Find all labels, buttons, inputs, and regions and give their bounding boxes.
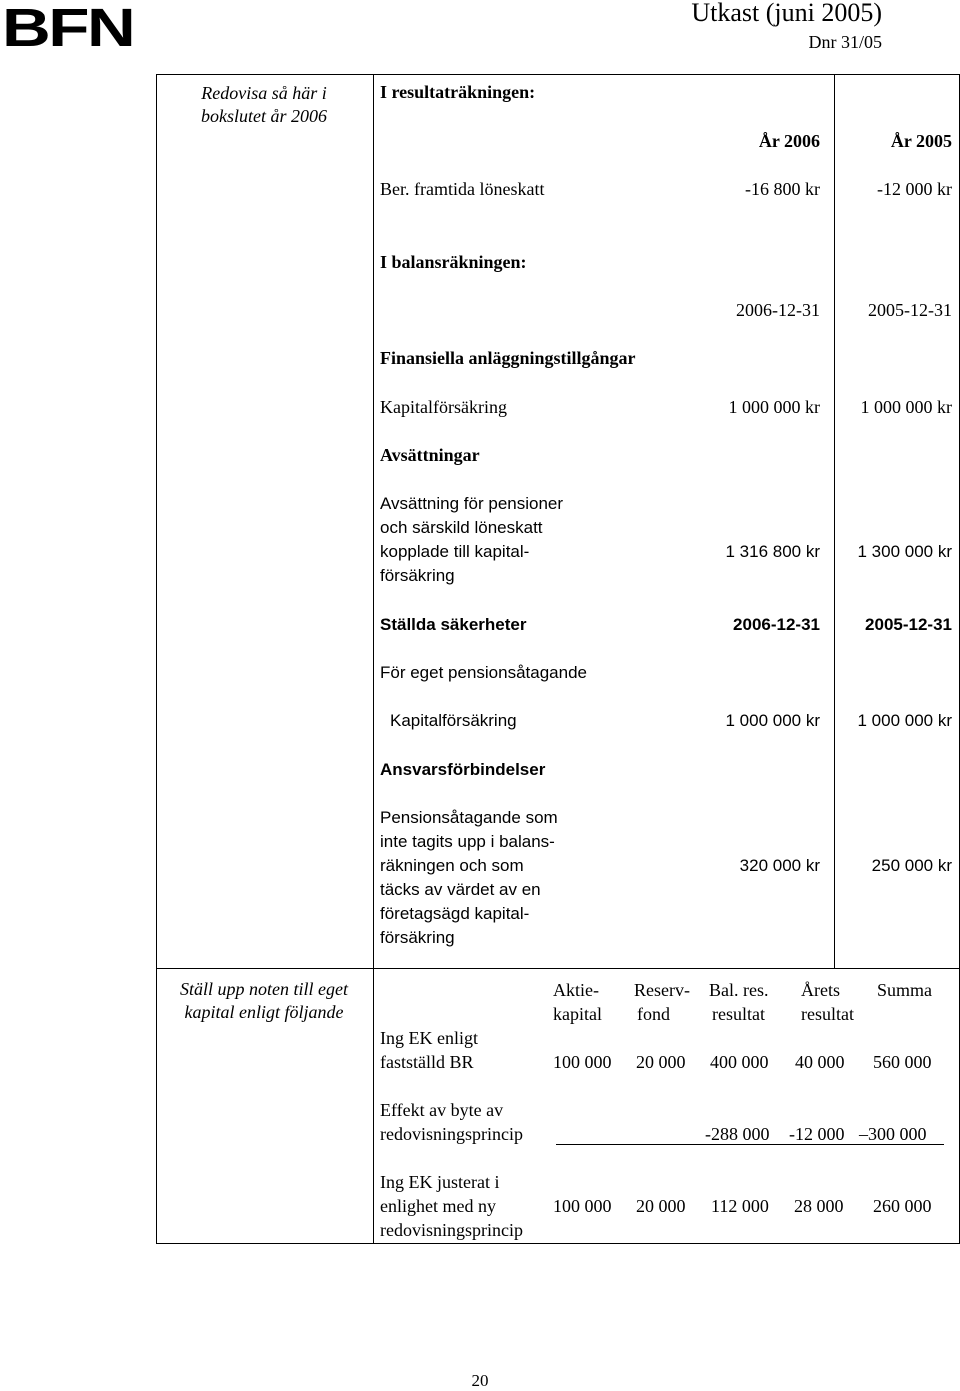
income-col-2005: År 2005	[890, 131, 952, 151]
own-pension-label: För eget pensionsåtagande	[380, 663, 587, 682]
left-column-divider	[373, 74, 374, 1244]
pledged-capital-insurance-2005: 1 000 000 kr	[857, 711, 952, 730]
pledged-col-2006: 2006-12-31	[733, 615, 820, 634]
adjusted-equity-label-2: enlighet med ny	[380, 1196, 496, 1216]
contingent-label-line-4: täcks av värdet av en	[380, 880, 541, 899]
contingent-2005: 250 000 kr	[871, 856, 952, 875]
pledged-col-2005: 2005-12-31	[865, 615, 952, 634]
equity-header-year-result-1: Årets	[801, 980, 840, 1000]
capital-insurance-2006: 1 000 000 kr	[728, 397, 820, 417]
contingent-label-line-6: försäkring	[380, 928, 455, 947]
capital-insurance-2005: 1 000 000 kr	[860, 397, 952, 417]
adjusted-equity-label-1: Ing EK justerat i	[380, 1172, 500, 1192]
adjusted-equity-share-capital: 100 000	[553, 1196, 612, 1216]
policy-change-retained: -288 000	[705, 1124, 770, 1144]
pledged-capital-insurance-2006: 1 000 000 kr	[725, 711, 820, 730]
opening-equity-retained: 400 000	[710, 1052, 769, 1072]
balance-col-2006: 2006-12-31	[736, 300, 820, 320]
section-divider	[156, 968, 960, 969]
opening-equity-reserve-fund: 20 000	[636, 1052, 686, 1072]
opening-equity-label-1: Ing EK enligt	[380, 1028, 478, 1048]
adjusted-equity-retained: 112 000	[711, 1196, 769, 1216]
deferred-tax-2006: -16 800 kr	[745, 179, 820, 199]
opening-equity-total: 560 000	[873, 1052, 932, 1072]
policy-change-label-2: redovisningsprincip	[380, 1124, 523, 1144]
adjusted-equity-label-3: redovisningsprincip	[380, 1220, 523, 1240]
financial-assets-heading: Finansiella anläggningstillgångar	[380, 348, 636, 368]
balance-col-2005: 2005-12-31	[868, 300, 952, 320]
adjusted-equity-year-result: 28 000	[794, 1196, 844, 1216]
income-col-2006: År 2006	[758, 131, 820, 151]
provisions-label-line-2: och särskild löneskatt	[380, 518, 543, 537]
policy-change-total: –300 000	[859, 1124, 927, 1144]
provisions-heading: Avsättningar	[380, 445, 480, 465]
adjusted-equity-total: 260 000	[873, 1196, 932, 1216]
provisions-label-line-4: försäkring	[380, 566, 455, 585]
opening-equity-share-capital: 100 000	[553, 1052, 612, 1072]
policy-change-label-1: Effekt av byte av	[380, 1100, 504, 1120]
equity-header-reserve-fund-2: fond	[637, 1004, 670, 1024]
provisions-label-line-3: kopplade till kapital-	[380, 542, 530, 561]
equity-header-share-capital-1: Aktie-	[553, 980, 599, 1000]
opening-equity-year-result: 40 000	[795, 1052, 845, 1072]
contingent-label-line-3: räkningen och som	[380, 856, 524, 875]
equity-header-total: Summa	[877, 980, 933, 1000]
provisions-label-line-1: Avsättning för pensioner	[380, 494, 564, 513]
contingent-liabilities-heading: Ansvarsförbindelser	[380, 760, 546, 779]
deferred-tax-2005: -12 000 kr	[877, 179, 952, 199]
contingent-label-line-1: Pensionsåtagande som	[380, 808, 558, 827]
contingent-label-line-2: inte tagits upp i balans-	[380, 832, 555, 851]
deferred-tax-label: Ber. framtida löneskatt	[380, 179, 545, 199]
contingent-2006: 320 000 kr	[739, 856, 820, 875]
adjusted-equity-reserve-fund: 20 000	[636, 1196, 686, 1216]
bfn-logo: BFN	[2, 0, 134, 58]
income-heading: I resultaträkningen:	[380, 82, 536, 102]
pledged-assets-heading: Ställda säkerheter	[380, 615, 527, 634]
provisions-2005: 1 300 000 kr	[857, 542, 952, 561]
page-number: 20	[471, 1371, 489, 1390]
equity-header-reserve-fund-1: Reserv-	[634, 980, 690, 1000]
side-note-bottom: Ställ upp noten till eget kapital enligt följande	[180, 979, 348, 1022]
contingent-label-line-5: företagsägd kapital-	[380, 904, 530, 923]
balance-heading: I balansräkningen:	[380, 252, 527, 272]
equity-header-share-capital-2: kapital	[553, 1004, 602, 1024]
equity-header-retained-1: Bal. res.	[709, 980, 769, 1000]
capital-insurance-label: Kapitalförsäkring	[380, 397, 507, 417]
pledged-capital-insurance-label: Kapitalförsäkring	[390, 711, 517, 730]
policy-change-year-result: -12 000	[789, 1124, 845, 1144]
document-number: Dnr 31/05	[808, 32, 882, 52]
draft-title: Utkast (juni 2005)	[691, 0, 882, 27]
value-column-divider	[834, 74, 835, 968]
equity-header-retained-2: resultat	[712, 1004, 765, 1024]
equity-header-year-result-2: resultat	[801, 1004, 854, 1024]
opening-equity-label-2: fastställd BR	[380, 1052, 474, 1072]
side-note-top: Redovisa så här i bokslutet år 2006	[201, 83, 327, 126]
provisions-2006: 1 316 800 kr	[725, 542, 820, 561]
